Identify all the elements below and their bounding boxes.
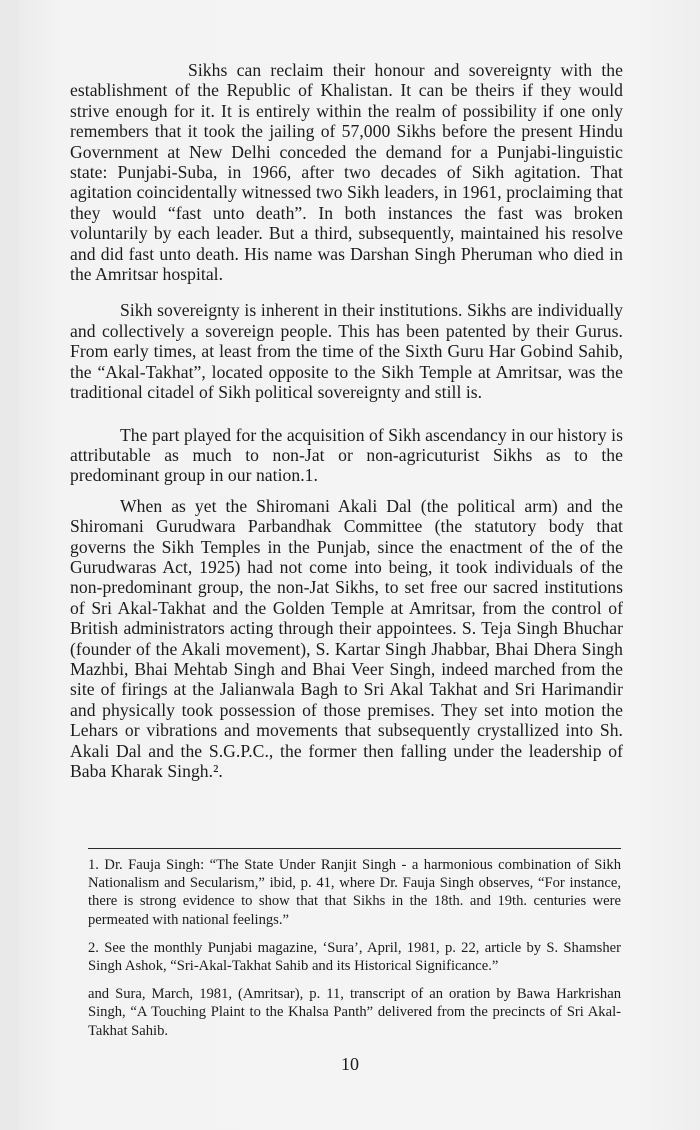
paragraph-akali-dal: When as yet the Shiromani Akali Dal (the political arm) and the Shiromani Gurudwara Parbandhak Committee (the statutory body that governs the Sikh Temples in the Punjab, since the enactment of the of the Gurudwaras Act, 1925) had not come into being, it took individuals of the non-predominant group, the non-Jat Sikhs, to set free our sacred institutions of Sri Akal-Takhat and the Golden Temple at Amritsar, from the control of British administrators acting through their appointees. S. Teja Singh Bhuchar (founder of the Akali movement), S. Kartar Singh Jhabbar, Bhai Dhera Singh Mazhbi, Bhai Mehtab Singh and Bhai Veer Singh, indeed marched from the site of firings at the Jalianwala Bagh to Sri Akal Takhat and Sri Harimandir and physically took possession of those premises. They set into motion the Lehars or vibrations and movements that subsequently crystallized into Sh. Akali Dal and the S.G.P.C., the former then falling under the leadership of Baba Kharak Singh.². [70, 495, 623, 781]
paragraph-ascendancy: The part played for the acquisition of Sikh ascendancy in our history is attributable as much to non-Jat or non-agricuturist Sikhs as to the predominant group in our nation.1. [70, 424, 623, 486]
body-text [70, 60, 623, 797]
footnote-2-continued: and Sura, March, 1981, (Amritsar), p. 11, transcript of an oration by Bawa Harkrishan Singh, “A Touching Plaint to the Khalsa Panth” delivered from the precincts of Sri Akal-Takhat Sahib. [88, 986, 621, 1039]
footnote-2: 2. See the monthly Punjabi magazine, ‘Sura’, April, 1981, p. 22, article by S. Shamsher Singh Ashok, “Sri-Akal-Takhat Sahib and its Historical Significance.” [88, 939, 621, 975]
paragraph-sovereignty: Sikh sovereignty is inherent in their institutions. Sikhs are individually and collectively a sovereign people. This has been patented by their Gurus. From early times, at least from the time of the Sixth Guru Har Gobind Sahib, the “Akal-Takhat”, located opposite to the Sikh Temple at Amritsar, was the traditional citadel of Sikh political sovereignty and still is. [70, 300, 623, 403]
footnote-divider [88, 848, 621, 849]
paragraph-khalistan: Sikhs can reclaim their honour and sovereignty with the establishment of the Republic of Khalistan. It can be theirs if they would strive enough for it. It is entirely within the realm of possibility if one only remembers that it took the jailing of 57,000 Sikhs before the present Hindu Government at New Delhi conceded the demand for a Punjabi-linguistic state: Punjabi-Suba, in 1966, after two decades of Sikh agitation. That agitation coincidentally witnessed two Sikh leaders, in 1961, proclaiming that they would “fast unto death”. In both instances the fast was broken voluntarily by each leader. But a third, subsequently, maintained his resolve and did fast unto death. His name was Darshan Singh Pheruman who died in the Amritsar hospital. [70, 60, 623, 285]
page-number: 10 [341, 1054, 359, 1074]
footnote-1: 1. Dr. Fauja Singh: “The State Under Ranjit Singh - a harmonious combination of Sikh Nationalism and Secularism,” ibid, p. 41, where Dr. Fauja Singh observes, “For instance, there is strong evidence to show that that Sikhs in the 18th. and 19th. centuries were permeated with national feelings.” [88, 857, 621, 928]
footnotes [88, 856, 621, 1050]
